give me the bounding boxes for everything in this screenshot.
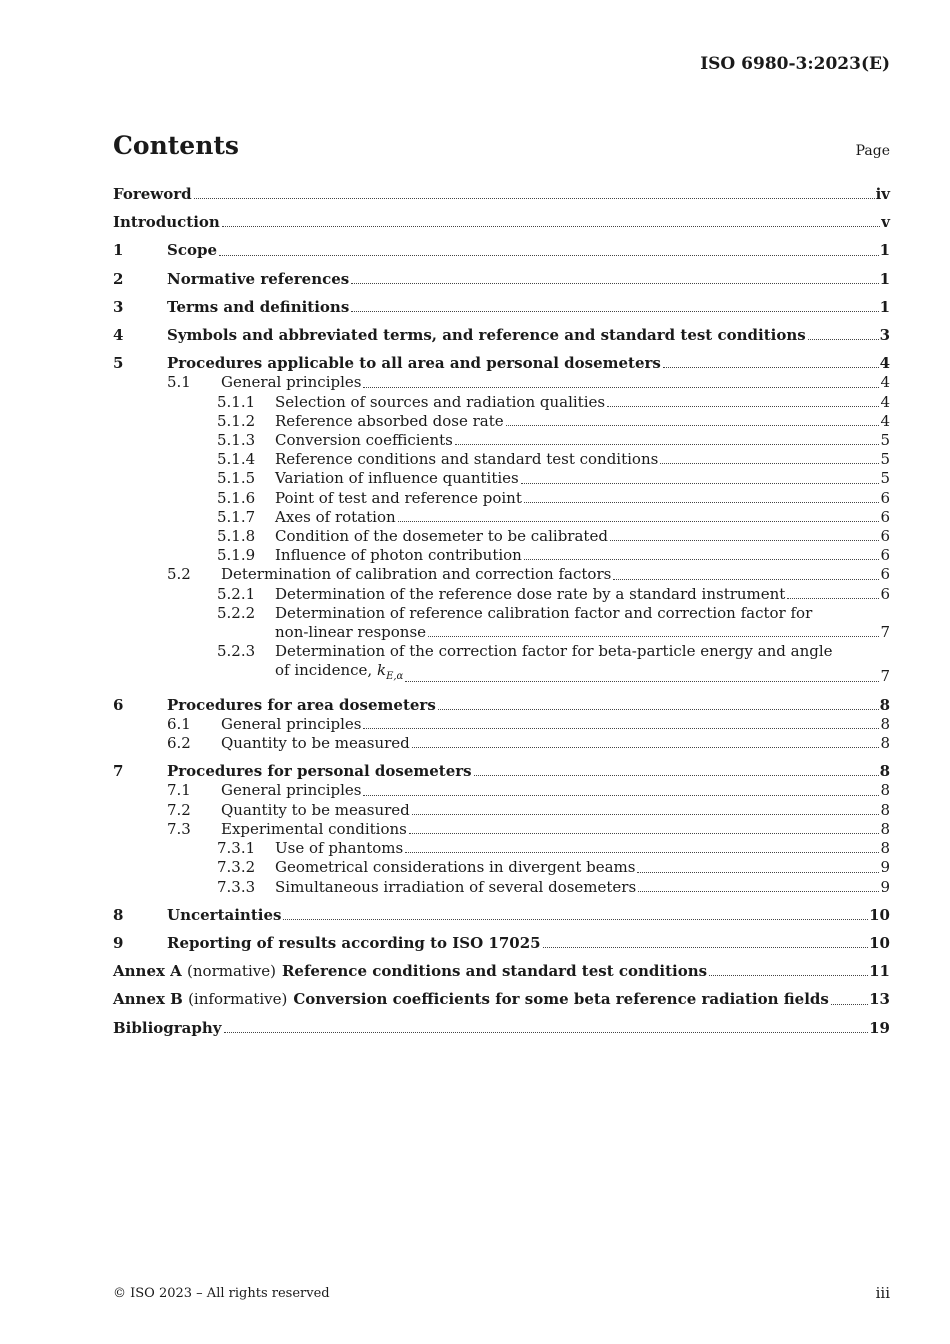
toc-entry-section-5-1-6[interactable] xyxy=(113,489,890,508)
toc-entry-text: Geometrical considerations in divergent beams xyxy=(275,858,636,877)
dot-leader xyxy=(543,947,869,948)
toc-entry-number: 5.2 xyxy=(167,565,191,584)
toc-entry-page: 5 xyxy=(880,469,890,488)
toc-entry-number: 3 xyxy=(113,297,124,316)
toc-entry-section-7-3-2[interactable] xyxy=(113,858,890,877)
toc-entry-text: Point of test and reference point xyxy=(275,488,522,507)
toc-entry-text: Foreword xyxy=(113,185,192,203)
toc-entry-section-8[interactable] xyxy=(113,906,890,925)
toc-entry-text: General principles xyxy=(221,781,362,800)
toc-entry-page: 7 xyxy=(880,667,890,686)
dot-leader xyxy=(524,559,880,560)
toc-entry-number: 9 xyxy=(113,933,124,952)
toc-entry-text xyxy=(113,962,707,981)
toc-entry-text: Reporting of results according to ISO 17025 xyxy=(167,933,541,952)
toc-entry-number: 7 xyxy=(113,762,124,781)
copyright-notice: © ISO 2023 – All rights reserved xyxy=(113,1286,330,1301)
toc-entry-text: Quantity to be measured xyxy=(221,734,410,753)
toc-entry-text: General principles xyxy=(221,373,362,392)
toc-entry-section-2[interactable] xyxy=(113,270,890,289)
toc-entry-text: Reference absorbed dose rate xyxy=(275,411,504,430)
toc-entry-page: 6 xyxy=(880,584,890,603)
toc-entry-number: 5.1 xyxy=(167,373,191,392)
toc-entry-page: 8 xyxy=(880,819,890,838)
dot-leader xyxy=(808,339,879,340)
toc-entry-page: 4 xyxy=(879,354,890,373)
toc-entry-page: 6 xyxy=(880,546,890,565)
toc-entry-section-5-1-1[interactable] xyxy=(113,393,890,412)
toc-entry-page: 8 xyxy=(879,695,890,714)
toc-entry-text: Normative references xyxy=(167,269,350,288)
dot-leader xyxy=(524,502,880,503)
toc-entry-number: 5.1.8 xyxy=(217,527,256,546)
annex-title: Reference conditions and standard test conditions xyxy=(281,962,708,981)
toc-entry-number: 8 xyxy=(113,905,124,924)
toc-entry-number: 7.3.2 xyxy=(217,858,256,877)
toc-entry-number: 5.2.2 xyxy=(217,603,256,622)
toc-entry-text: Experimental conditions xyxy=(221,819,407,838)
toc-entry-page: 5 xyxy=(880,450,890,469)
toc-entry-number: 4 xyxy=(113,326,124,345)
toc-entry-page: 8 xyxy=(879,762,890,781)
toc-entry-section-5[interactable] xyxy=(113,354,890,373)
toc-entry-page: 8 xyxy=(880,734,890,753)
toc-entry-number: 7.2 xyxy=(167,800,191,819)
toc-entry-number: 5.1.9 xyxy=(217,546,256,565)
dot-leader xyxy=(637,872,879,873)
dot-leader xyxy=(610,540,880,541)
dot-leader xyxy=(663,367,879,368)
dot-leader xyxy=(455,444,880,445)
toc-entry-page: 8 xyxy=(880,714,890,733)
toc-entry-page: 7 xyxy=(880,623,890,642)
toc-entry-page: 1 xyxy=(879,297,890,316)
toc-entry-page: 9 xyxy=(880,877,890,896)
dot-leader xyxy=(438,709,879,710)
toc-entry-bibliography[interactable] xyxy=(113,1019,890,1038)
toc-entry-section-5-1-3[interactable] xyxy=(113,431,890,450)
toc-entry-number: 5.2.3 xyxy=(217,642,256,661)
toc-entry-text: Determination of calibration and correction factors xyxy=(221,565,612,584)
toc-entry-page: 1 xyxy=(879,241,890,260)
toc-entry-page: 9 xyxy=(880,858,890,877)
symbol-k: k xyxy=(376,661,387,680)
toc-entry-section-7-3[interactable] xyxy=(113,820,890,839)
toc-entry-section-6-2[interactable] xyxy=(113,734,890,753)
toc-entry-page: iv xyxy=(875,185,890,203)
toc-entry-text: Reference conditions and standard test conditions xyxy=(275,450,659,469)
toc-entry-page: 6 xyxy=(880,507,890,526)
annex-title: Conversion coefficients for some beta reference radiation fields xyxy=(293,990,829,1009)
toc-entry-page: 19 xyxy=(869,1018,890,1037)
toc-entry-number: 6.1 xyxy=(167,714,191,733)
toc-entry-page: 1 xyxy=(879,269,890,288)
toc-entry-text: General principles xyxy=(221,714,362,733)
toc-entry-page: v xyxy=(881,213,890,232)
table-of-contents xyxy=(113,185,890,1037)
toc-entry-section-5-1-4[interactable] xyxy=(113,450,890,469)
toc-entry-section-3[interactable] xyxy=(113,298,890,317)
dot-leader xyxy=(428,636,879,637)
dot-leader xyxy=(660,463,879,464)
toc-entry-section-5-1-9[interactable] xyxy=(113,546,890,565)
toc-entry-section-5-1[interactable] xyxy=(113,373,890,392)
dot-leader xyxy=(831,1004,868,1005)
toc-entry-text-line1: Determination of the correction factor for beta-particle energy and angle xyxy=(275,642,833,661)
toc-entry-page: 8 xyxy=(880,800,890,819)
toc-entry-number: 5.1.4 xyxy=(217,450,256,469)
toc-entry-section-7-3-3[interactable] xyxy=(113,878,890,897)
dot-leader xyxy=(412,814,880,815)
toc-entry-section-5-2[interactable] xyxy=(113,565,890,584)
toc-entry-number: 7.3.3 xyxy=(217,877,256,896)
dot-leader xyxy=(474,775,879,776)
toc-entry-number: 1 xyxy=(113,241,124,260)
dot-leader xyxy=(222,226,880,227)
toc-entry-text: Bibliography xyxy=(113,1018,222,1037)
toc-entry-page: 6 xyxy=(880,527,890,546)
toc-entry-text: Procedures applicable to all area and personal dosemeters xyxy=(167,354,661,373)
dot-leader xyxy=(194,198,875,199)
toc-entry-section-5-1-2[interactable] xyxy=(113,412,890,431)
symbol-subscript: E,α xyxy=(386,671,404,683)
toc-entry-page: 6 xyxy=(880,565,890,584)
dot-leader xyxy=(638,891,879,892)
dot-leader xyxy=(787,598,879,599)
toc-entry-text: Influence of photon contribution xyxy=(275,546,522,565)
page-column-label: Page xyxy=(855,143,890,159)
dot-leader xyxy=(521,483,880,484)
toc-entry-text: Quantity to be measured xyxy=(221,800,410,819)
page-number: iii xyxy=(875,1284,890,1302)
toc-entry-number: 7.3 xyxy=(167,819,191,838)
toc-entry-text: Procedures for area dosemeters xyxy=(167,695,436,714)
dot-leader xyxy=(412,747,880,748)
toc-entry-text: Terms and definitions xyxy=(167,297,350,316)
toc-entry-page: 11 xyxy=(869,962,890,981)
toc-entry-section-7-3-1[interactable] xyxy=(113,839,890,858)
toc-entry-text: Conversion coefficients xyxy=(275,431,453,450)
dot-leader xyxy=(363,728,879,729)
toc-entry-number: 2 xyxy=(113,269,124,288)
toc-entry-number: 5.1.3 xyxy=(217,431,256,450)
toc-entry-number: 5.1.2 xyxy=(217,411,256,430)
toc-entry-text-line2 xyxy=(275,661,403,686)
toc-entry-page: 4 xyxy=(880,411,890,430)
dot-leader xyxy=(607,406,879,407)
toc-entry-text: Axes of rotation xyxy=(275,507,396,526)
toc-entry-section-9[interactable] xyxy=(113,934,890,953)
toc-entry-page: 6 xyxy=(880,488,890,507)
toc-entry-number: 7.3.1 xyxy=(217,839,256,858)
toc-entry-page: 13 xyxy=(869,990,890,1009)
toc-entry-text: Scope xyxy=(167,241,218,260)
dot-leader xyxy=(351,283,878,284)
toc-entry-text xyxy=(113,990,829,1009)
toc-entry-section-5-2-2[interactable] xyxy=(113,604,890,642)
toc-entry-text: Variation of influence quantities xyxy=(275,469,519,488)
toc-entry-text: Simultaneous irradiation of several dosemeters xyxy=(275,877,637,896)
annex-label: Annex B xyxy=(113,990,183,1009)
toc-entry-section-7-2[interactable] xyxy=(113,801,890,820)
toc-entry-text: Selection of sources and radiation qualities xyxy=(275,392,606,411)
toc-entry-page: 3 xyxy=(879,326,890,345)
dot-leader xyxy=(709,975,868,976)
toc-entry-section-4[interactable] xyxy=(113,326,890,345)
dot-leader xyxy=(405,681,879,682)
toc-entry-foreword[interactable] xyxy=(113,185,890,204)
toc-entry-number: 5.1.5 xyxy=(217,469,256,488)
toc-entry-section-5-1-8[interactable] xyxy=(113,527,890,546)
toc-entry-section-6[interactable] xyxy=(113,696,890,715)
toc-entry-page: 8 xyxy=(880,781,890,800)
dot-leader xyxy=(219,255,879,256)
toc-entry-annex-a[interactable] xyxy=(113,962,890,981)
dot-leader xyxy=(613,579,879,580)
toc-entry-text: Determination of the reference dose rate by a standard instrument xyxy=(275,584,786,603)
toc-entry-text: Introduction xyxy=(113,213,220,232)
toc-entry-number: 5.2.1 xyxy=(217,584,256,603)
toc-entry-text-line2: non-linear response xyxy=(275,623,427,642)
toc-entry-section-5-2-1[interactable] xyxy=(113,585,890,604)
toc-entry-text-prefix: of incidence, xyxy=(275,661,377,680)
toc-entry-section-5-2-3[interactable] xyxy=(113,642,890,686)
toc-entry-introduction[interactable] xyxy=(113,213,890,232)
toc-entry-page: 10 xyxy=(869,933,890,952)
toc-entry-annex-b[interactable] xyxy=(113,990,890,1009)
dot-leader xyxy=(398,521,880,522)
toc-entry-section-7[interactable] xyxy=(113,762,890,781)
dot-leader xyxy=(363,387,879,388)
toc-entry-text: Symbols and abbreviated terms, and reference and standard test conditions xyxy=(167,326,806,345)
toc-entry-page: 5 xyxy=(880,431,890,450)
dot-leader xyxy=(283,919,868,920)
dot-leader xyxy=(506,425,880,426)
contents-title: Contents xyxy=(113,131,240,160)
toc-entry-number: 5 xyxy=(113,354,124,373)
toc-entry-page: 4 xyxy=(880,373,890,392)
toc-entry-section-5-1-7[interactable] xyxy=(113,508,890,527)
dot-leader xyxy=(351,311,878,312)
toc-entry-number: 6 xyxy=(113,695,124,714)
toc-entry-number: 5.1.6 xyxy=(217,488,256,507)
dot-leader xyxy=(224,1032,869,1033)
toc-entry-section-5-1-5[interactable] xyxy=(113,469,890,488)
annex-label: Annex A xyxy=(113,962,182,981)
toc-entry-section-6-1[interactable] xyxy=(113,715,890,734)
dot-leader xyxy=(409,833,880,834)
dot-leader xyxy=(405,852,879,853)
toc-entry-number: 5.1.1 xyxy=(217,392,256,411)
toc-entry-page: 10 xyxy=(869,905,890,924)
toc-entry-number: 7.1 xyxy=(167,781,191,800)
toc-entry-text: Uncertainties xyxy=(167,905,282,924)
toc-entry-section-1[interactable] xyxy=(113,241,890,260)
toc-entry-section-7-1[interactable] xyxy=(113,781,890,800)
annex-type: (informative) xyxy=(188,990,288,1009)
toc-entry-text: Procedures for personal dosemeters xyxy=(167,762,472,781)
toc-entry-text-line1: Determination of reference calibration factor and correction factor for xyxy=(275,603,813,622)
toc-entry-text: Use of phantoms xyxy=(275,839,404,858)
dot-leader xyxy=(363,795,879,796)
toc-entry-text: Condition of the dosemeter to be calibrated xyxy=(275,527,608,546)
document-id: ISO 6980-3:2023(E) xyxy=(700,54,890,74)
toc-entry-page: 8 xyxy=(880,839,890,858)
toc-entry-page: 4 xyxy=(880,392,890,411)
toc-entry-number: 6.2 xyxy=(167,734,191,753)
toc-entry-number: 5.1.7 xyxy=(217,507,256,526)
annex-type: (normative) xyxy=(187,962,276,981)
